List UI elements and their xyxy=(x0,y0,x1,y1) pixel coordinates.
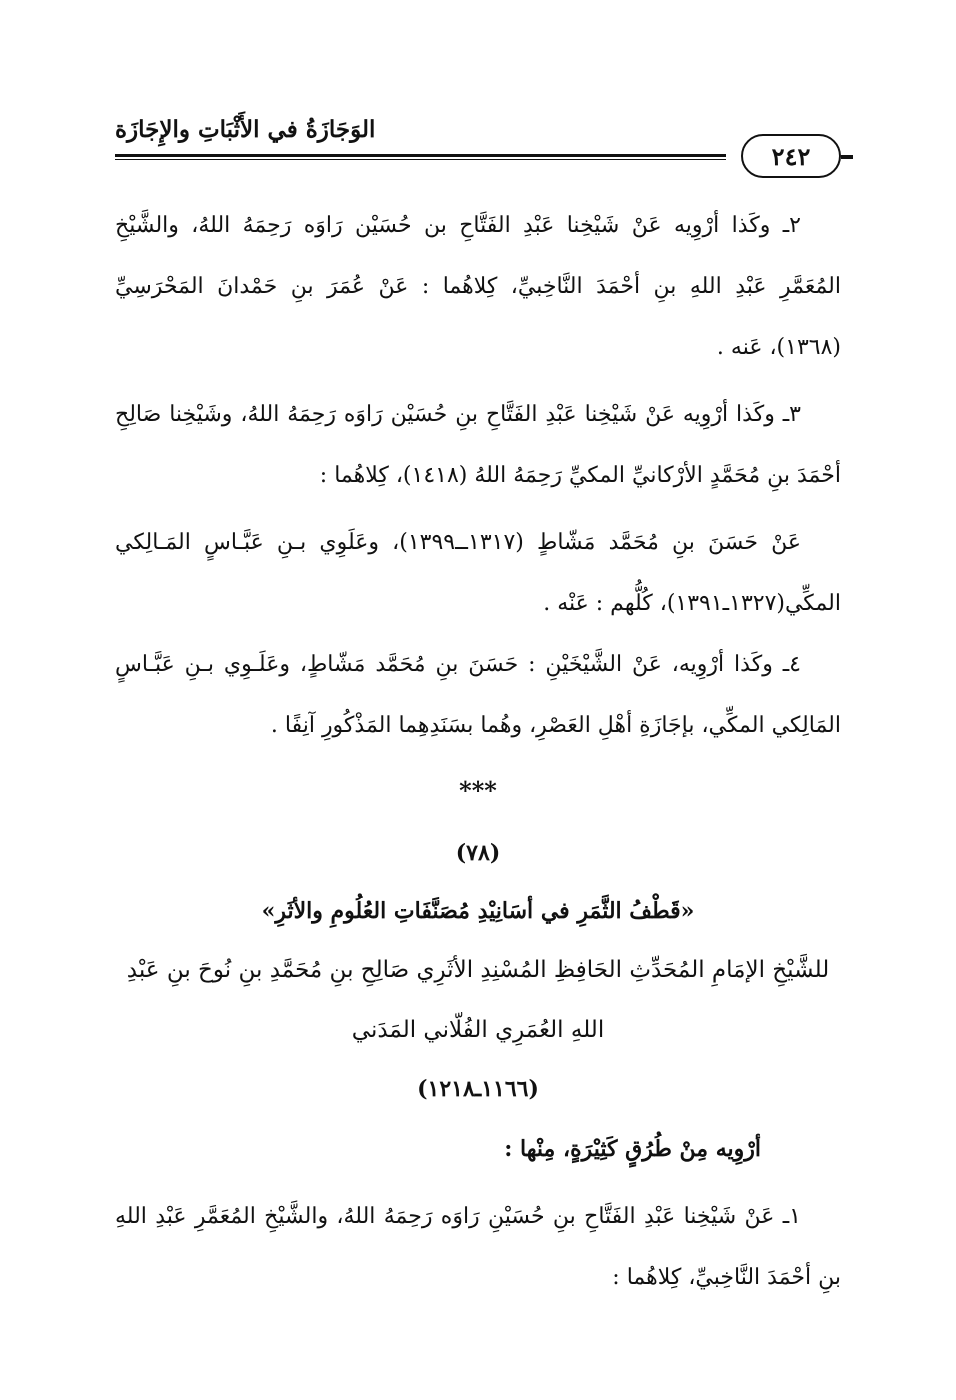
entry-number: (٧٨) xyxy=(455,840,501,866)
running-title: الوَجَازَةُ في الأَثْبَاتِ والإِجَازَة xyxy=(115,116,376,143)
paragraph-2: ٢ـ وكَذا أرْوِيه عَنْ شَيْخِنا عَبْدِ الفَتَّاحِ بن حُسَيْن رَاوَه رَحِمَهُ اللهُ، والشَّيْخِ المُعَمَّرِ عَبْدِ اللهِ بنِ أحْمَدَ النَّاخِبيِّ، كِلاهُما : عَنْ عُمَرَ بنِ حَمْدانَ المَحْرَسِيِّ (١٣٦٨)، عَنه . xyxy=(115,213,841,360)
paragraph-3-continued: عَنْ حَسَنَ بنِ مُحَمَّد مَشّاطٍ (١٣١٧ــ١٣٩٩)، وعَلَوِي بـنِ عَبَّـاسٍ المَـالِكي المكِّي(١٣٢٧ـ١٣٩١)، كُلُّهم : عَنْه . xyxy=(115,530,841,616)
paragraph-3: ٣ـ وكَذا أرْوِيه عَنْ شَيْخِنا عَبْدِ الفَتَّاحِ بنِ حُسَيْن رَاوَه رَحِمَهُ اللهُ، وشَيْخِنا صَالِحِ أحْمَدَ بنِ مُحَمَّدٍ الأرْكانيِّ المكيِّ رَحِمَهُ اللهُ (١٤١٨)، كِلاهُما : xyxy=(115,402,841,488)
page-header xyxy=(115,112,841,182)
intro-line: أرْوِيه مِنْ طُرُقٍ كَثِيْرَةٍ، مِنْها : xyxy=(504,1136,761,1162)
section-separator: *** xyxy=(459,776,497,805)
book-title: «قَطْفُ الثَّمَرِ في أسَانِيْدِ مُصَنَّفَاتِ العُلُومِ والأثَرِ» xyxy=(261,898,695,924)
page-number: ٢٤٢ xyxy=(741,134,841,178)
book-author: للشَّيْخِ الإمَامِ المُحَدِّثِ الحَافِظِ المُسْنِدِ الأثَرِي صَالِحِ بنِ مُحَمَّدِ بنِ نُوحَ بنِ عَبْدِ اللهِ العُمَرِي الفُلّاني المَدَني xyxy=(126,957,830,1043)
header-rule xyxy=(115,154,726,160)
paragraph-1: ١ـ عَنْ شَيْخِنا عَبْدِ الفَتَّاحِ بنِ حُسَيْنِ رَاوَه رَحِمَهُ اللهُ، والشَّيْخِ المُعَمَّرِ عَبْدِ اللهِ بنِ أحْمَدَ النَّاخِبيِّ، كِلاهُما : xyxy=(115,1204,841,1290)
page-body xyxy=(115,195,841,1308)
author-years: (١١٦٦ـ١٢١٨) xyxy=(417,1076,539,1102)
paragraph-4: ٤ـ وكَذا أرْوِيه، عَنْ الشَّيْخَيْنِ : حَسَنَ بنِ مُحَمَّد مَشّاطٍ، وعَلَـوِي بـنِ عَبَّـاسٍ المَالِكي المكِّي، بإجَازَةِ أهْلِ العَصْرِ، وهُما بسَنَدِهِما المَذْكُورِ آنِفًا . xyxy=(115,652,841,738)
